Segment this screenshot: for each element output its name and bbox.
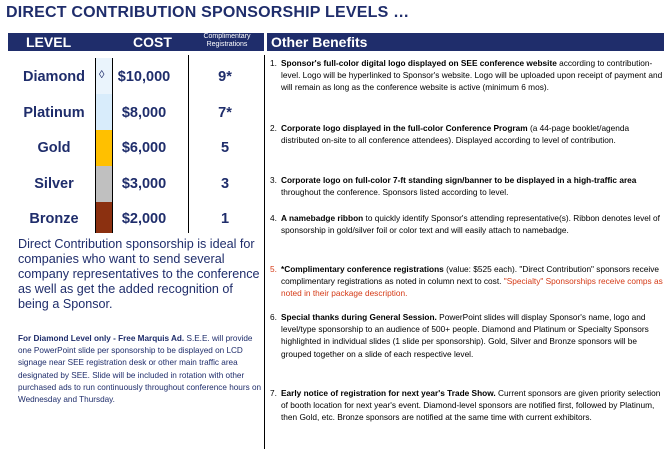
level-cost-diamond: $10,000 bbox=[117, 69, 171, 85]
benefits-header bbox=[267, 33, 664, 51]
benefit-number: 4. bbox=[270, 213, 277, 223]
column-divider-cost bbox=[188, 55, 189, 233]
diamond-note-text: S.E.E. will provide one PowerPoint slide per sponsorship to be displayed on LCD signage near SEE registration desk or other main traffic area designated by SEE. Slide will be included in rotation with other purchased ads to run continuously throughout conference hours on Wednesday and Thursday. bbox=[18, 334, 262, 405]
level-name-bronze: Bronze bbox=[29, 211, 79, 227]
diamond-note-heading: For Diamond Level only - Free Marquis Ad. bbox=[18, 334, 185, 343]
level-comp-bronze: 1 bbox=[220, 211, 230, 227]
benefit-text: (a 44-page booklet/agenda distributed on-site to all conference attendees). Displayed according to level of contribution. bbox=[281, 123, 630, 146]
level-name-silver: Silver bbox=[34, 176, 74, 192]
level-comp-silver: 3 bbox=[220, 176, 230, 192]
benefit-heading: Corporate logo displayed in the full-color Conference Program bbox=[281, 123, 528, 133]
page-title: DIRECT CONTRIBUTION SPONSORSHIP LEVELS … bbox=[6, 4, 410, 21]
level-column-header: LEVEL bbox=[26, 34, 72, 50]
benefit-text: (value: $525 each). "Direct Contribution" sponsors receive complimentary registrations as noted in column next to cost. bbox=[281, 264, 660, 287]
diamond-level-note bbox=[18, 333, 268, 406]
level-comp-diamond: 9* bbox=[218, 69, 232, 85]
level-comp-gold: 5 bbox=[220, 140, 230, 156]
benefit-heading: Special thanks during General Session. bbox=[281, 312, 437, 322]
benefit-text: Current sponsors are given priority selection of booth location for next year's event. Diamond-level sponsors are notified first, followed by Platinum, then Gold, etc. Bronze sponsors are notified at the same time with current exhibitors. bbox=[281, 388, 661, 423]
benefit-number: 7. bbox=[270, 388, 277, 398]
benefit-text: throughout the conference. Sponsors listed according to level. bbox=[281, 187, 509, 198]
benefit-heading: *Complimentary conference registrations bbox=[281, 264, 444, 274]
level-name-platinum: Platinum bbox=[23, 105, 85, 121]
benefit-heading: Early notice of registration for next year's Trade Show. bbox=[281, 388, 496, 398]
level-cost-bronze: $2,000 bbox=[121, 211, 167, 227]
level-name-gold: Gold bbox=[37, 140, 71, 156]
benefit-heading: A namebadge ribbon bbox=[281, 213, 364, 223]
benefit-text: according to contribution-level. Logo will be hyperlinked to Sponsor's website. Logo will be uploaded upon receipt of payment and will remain as long as the conference website is active (minimum 6 mos). bbox=[281, 58, 663, 93]
benefit-heading: Sponsor's full-color digital logo displayed on SEE conference website bbox=[281, 58, 557, 68]
benefit-number: 6. bbox=[270, 312, 277, 322]
benefit-number: 3. bbox=[270, 175, 277, 185]
benefit-number: 5. bbox=[270, 264, 277, 274]
intro-paragraph: Direct Contribution sponsorship is ideal for companies who want to send several company representatives to the conference as well as get the added recognition of being a Sponsor. bbox=[18, 237, 260, 311]
levels-header bbox=[8, 33, 264, 51]
benefit-number: 1. bbox=[270, 58, 277, 68]
comp-column-header: Complimentary Registrations bbox=[203, 33, 251, 48]
level-cost-gold: $6,000 bbox=[121, 140, 167, 156]
specialty-note: "Specialty" Sponsorships receive comps as noted in their package description. bbox=[281, 276, 663, 299]
level-name-diamond: Diamond bbox=[22, 69, 86, 85]
level-cost-platinum: $8,000 bbox=[121, 105, 167, 121]
other-benefits-header: Other Benefits bbox=[271, 34, 368, 50]
diamond-icon: ◊ bbox=[99, 69, 105, 81]
level-comp-platinum: 7* bbox=[218, 105, 232, 121]
cost-column-header: COST bbox=[133, 34, 172, 50]
benefit-text: to quickly identify Sponsor's attending representative(s). Ribbon denotes level of sponsorship in gold/silver foil or color text and will easily attach to namebadge. bbox=[281, 213, 660, 236]
benefit-text: PowerPoint slides will display Sponsor's name, logo and level/type sponsorship to an audience of 500+ people. Diamond and Platinum or Specialty Sponsors highlighted in individual slides (1 slide per sponsorship). Gold, Silver and Bronze sponsors will be grouped together on a slide of each respective level. bbox=[281, 312, 649, 359]
benefit-heading: Corporate logo on full-color 7-ft standing sign/banner to be displayed in a high-traffic area bbox=[281, 175, 637, 185]
benefit-number: 2. bbox=[270, 123, 277, 133]
level-cost-silver: $3,000 bbox=[121, 176, 167, 192]
